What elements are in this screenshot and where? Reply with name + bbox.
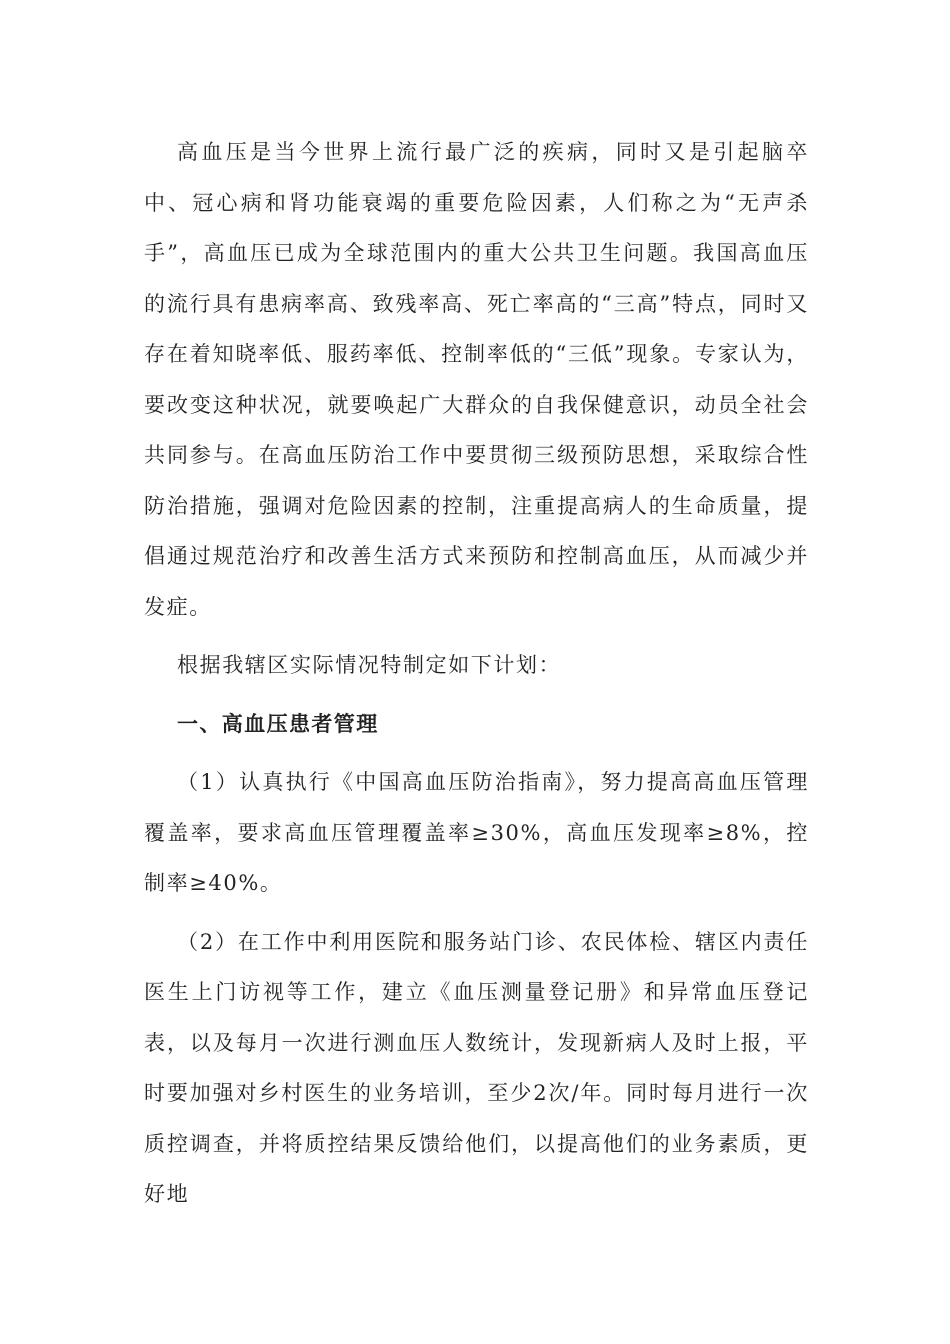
intro-paragraph: 高血压是当今世界上流行最广泛的疾病，同时又是引起脑卒中、冠心病和肾功能衰竭的重要危险因素，人们称之为“无声杀手”，高血压已成为全球范围内的重大公共卫生问题。我国高血压的流行具有患病率高、致残率高、死亡率高的“三高”特点，同时又存在着知晓率低、服药率低、控制率低的“三低”现象。专家认为，要改变这种状况，就要唤起广大群众的自我保健意识，动员全社会共同参与。在高血压防治工作中要贯彻三级预防思想，采取综合性防治措施，强调对危险因素的控制，注重提高病人的生命质量，提倡通过规范治疗和改善生活方式来预防和控制高血压，从而减少并发症。 [144,140,809,619]
plan-intro-paragraph: 根据我辖区实际情况特制定如下计划： [177,653,562,677]
item-1-paragraph: （1）认真执行《中国高血压防治指南》，努力提高高血压管理覆盖率，要求高血压管理覆盖率≥30%，高血压发现率≥8%，控制率≥40%。 [144,770,809,895]
document-body [144,127,809,1228]
section-heading: 一、高血压患者管理 [177,711,379,736]
item-2-paragraph: （2）在工作中利用医院和服务站门诊、农民体检、辖区内责任医生上门访视等工作，建立《血压测量登记册》和异常血压登记表，以及每月一次进行测血压人数统计，发现新病人及时上报，平时要加强对乡村医生的业务培训，至少2次/年。同时每月进行一次质控调查，并将质控结果反馈给他们，以提高他们的业务素质，更好地 [144,929,809,1206]
